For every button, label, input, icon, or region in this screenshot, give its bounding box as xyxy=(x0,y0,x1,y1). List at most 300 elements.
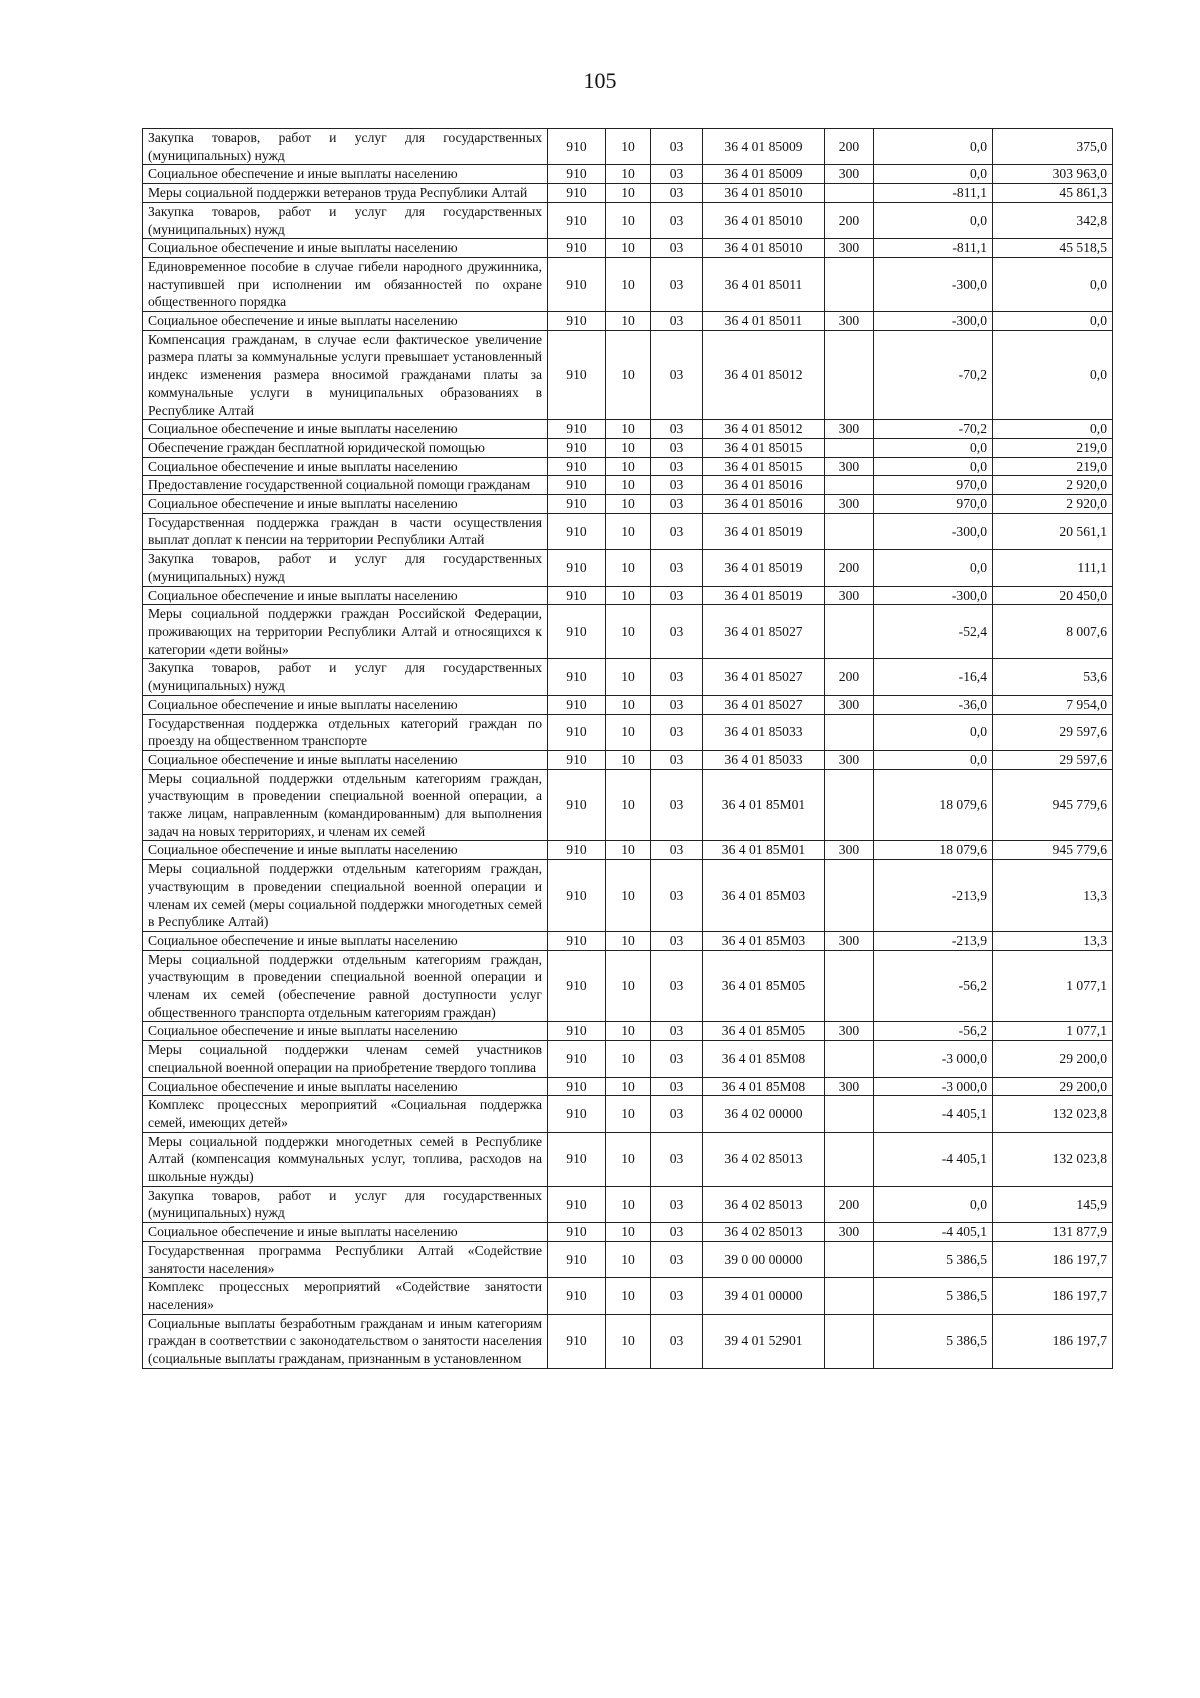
section-code-cell: 10 xyxy=(606,1241,651,1277)
item-name-cell: Компенсация гражданам, в случае если фактическое увеличение размера платы за коммунальные услуги превышает установленный индекс изменения размера вносимой гражданами платы за коммунальные услуги в муниципальных образованиях в Республике Алтай xyxy=(143,330,548,420)
section-code-cell: 10 xyxy=(606,1022,651,1041)
subsection-code-cell: 03 xyxy=(651,438,703,457)
change-amount-cell: -3 000,0 xyxy=(874,1077,993,1096)
target-article-cell: 36 4 01 85019 xyxy=(703,550,825,586)
target-article-cell: 36 4 01 85009 xyxy=(703,165,825,184)
item-name-cell: Государственная поддержка граждан в части осуществления выплат доплат к пенсии на территории Республики Алтай xyxy=(143,513,548,549)
section-code-cell: 10 xyxy=(606,239,651,258)
subsection-code-cell: 03 xyxy=(651,1314,703,1368)
total-amount-cell: 1 077,1 xyxy=(993,1022,1113,1041)
change-amount-cell: -52,4 xyxy=(874,605,993,659)
section-code-cell: 10 xyxy=(606,714,651,750)
change-amount-cell: -811,1 xyxy=(874,239,993,258)
subsection-code-cell: 03 xyxy=(651,330,703,420)
dept-code-cell: 910 xyxy=(548,1186,606,1222)
change-amount-cell: 5 386,5 xyxy=(874,1314,993,1368)
table-row xyxy=(143,476,1113,495)
dept-code-cell: 910 xyxy=(548,586,606,605)
dept-code-cell: 910 xyxy=(548,476,606,495)
dept-code-cell: 910 xyxy=(548,257,606,311)
expense-type-cell xyxy=(825,330,874,420)
dept-code-cell: 910 xyxy=(548,438,606,457)
section-code-cell: 10 xyxy=(606,129,651,165)
subsection-code-cell: 03 xyxy=(651,1223,703,1242)
table-row xyxy=(143,1314,1113,1368)
dept-code-cell: 910 xyxy=(548,931,606,950)
target-article-cell: 39 4 01 00000 xyxy=(703,1278,825,1314)
target-article-cell: 39 0 00 00000 xyxy=(703,1241,825,1277)
target-article-cell: 36 4 01 85М05 xyxy=(703,950,825,1022)
dept-code-cell: 910 xyxy=(548,1041,606,1077)
item-name-cell: Социальное обеспечение и иные выплаты населению xyxy=(143,1223,548,1242)
table-row xyxy=(143,420,1113,439)
total-amount-cell: 186 197,7 xyxy=(993,1314,1113,1368)
table-row xyxy=(143,239,1113,258)
table-row xyxy=(143,605,1113,659)
subsection-code-cell: 03 xyxy=(651,457,703,476)
target-article-cell: 36 4 01 85М01 xyxy=(703,841,825,860)
target-article-cell: 36 4 01 85015 xyxy=(703,457,825,476)
subsection-code-cell: 03 xyxy=(651,769,703,841)
table-row xyxy=(143,1096,1113,1132)
section-code-cell: 10 xyxy=(606,513,651,549)
item-name-cell: Закупка товаров, работ и услуг для государственных (муниципальных) нужд xyxy=(143,1186,548,1222)
total-amount-cell: 1 077,1 xyxy=(993,950,1113,1022)
change-amount-cell: -213,9 xyxy=(874,931,993,950)
total-amount-cell: 945 779,6 xyxy=(993,841,1113,860)
target-article-cell: 36 4 01 85027 xyxy=(703,659,825,695)
change-amount-cell: -811,1 xyxy=(874,184,993,203)
target-article-cell: 39 4 01 52901 xyxy=(703,1314,825,1368)
dept-code-cell: 910 xyxy=(548,165,606,184)
dept-code-cell: 910 xyxy=(548,1132,606,1186)
expense-type-cell: 300 xyxy=(825,1223,874,1242)
change-amount-cell: -56,2 xyxy=(874,950,993,1022)
page-number: 105 xyxy=(583,68,617,93)
change-amount-cell: -4 405,1 xyxy=(874,1096,993,1132)
dept-code-cell: 910 xyxy=(548,605,606,659)
item-name-cell: Предоставление государственной социальной помощи гражданам xyxy=(143,476,548,495)
expense-type-cell: 300 xyxy=(825,586,874,605)
total-amount-cell: 45 861,3 xyxy=(993,184,1113,203)
change-amount-cell: 0,0 xyxy=(874,438,993,457)
change-amount-cell: -300,0 xyxy=(874,312,993,331)
section-code-cell: 10 xyxy=(606,202,651,238)
change-amount-cell: -70,2 xyxy=(874,420,993,439)
change-amount-cell: -16,4 xyxy=(874,659,993,695)
table-row xyxy=(143,931,1113,950)
target-article-cell: 36 4 01 85033 xyxy=(703,750,825,769)
dept-code-cell: 910 xyxy=(548,841,606,860)
table-row xyxy=(143,457,1113,476)
total-amount-cell: 303 963,0 xyxy=(993,165,1113,184)
change-amount-cell: 0,0 xyxy=(874,550,993,586)
table-row xyxy=(143,495,1113,514)
target-article-cell: 36 4 01 85М03 xyxy=(703,931,825,950)
change-amount-cell: 0,0 xyxy=(874,457,993,476)
total-amount-cell: 8 007,6 xyxy=(993,605,1113,659)
item-name-cell: Меры социальной поддержки многодетных семей в Республике Алтай (компенсация коммунальных услуг, топлива, расходов на школьные нужды) xyxy=(143,1132,548,1186)
item-name-cell: Социальные выплаты безработным гражданам и иным категориям граждан в соответствии с законодательством о занятости населения (социальные выплаты гражданам, признанным в установленном xyxy=(143,1314,548,1368)
expense-type-cell xyxy=(825,605,874,659)
expense-type-cell: 300 xyxy=(825,1022,874,1041)
section-code-cell: 10 xyxy=(606,586,651,605)
section-code-cell: 10 xyxy=(606,769,651,841)
expense-type-cell xyxy=(825,1278,874,1314)
expense-type-cell xyxy=(825,714,874,750)
expense-type-cell xyxy=(825,1241,874,1277)
subsection-code-cell: 03 xyxy=(651,513,703,549)
expense-type-cell: 300 xyxy=(825,239,874,258)
subsection-code-cell: 03 xyxy=(651,586,703,605)
item-name-cell: Меры социальной поддержки отдельным категориям граждан, участвующим в проведении специальной военной операции, а также лицам, направленным (командированным) для выполнения задач на новых территориях, и членам их семей xyxy=(143,769,548,841)
item-name-cell: Социальное обеспечение и иные выплаты населению xyxy=(143,931,548,950)
item-name-cell: Социальное обеспечение и иные выплаты населению xyxy=(143,312,548,331)
section-code-cell: 10 xyxy=(606,1223,651,1242)
change-amount-cell: 0,0 xyxy=(874,129,993,165)
expense-type-cell xyxy=(825,184,874,203)
expense-type-cell: 300 xyxy=(825,1077,874,1096)
total-amount-cell: 13,3 xyxy=(993,931,1113,950)
section-code-cell: 10 xyxy=(606,1096,651,1132)
table-row xyxy=(143,550,1113,586)
item-name-cell: Меры социальной поддержки отдельным категориям граждан, участвующим в проведении специальной военной операции и членам их семей (обеспечение равной доступности услуг общественного транспорта отдельным категориям граждан) xyxy=(143,950,548,1022)
subsection-code-cell: 03 xyxy=(651,950,703,1022)
target-article-cell: 36 4 01 85М03 xyxy=(703,860,825,932)
subsection-code-cell: 03 xyxy=(651,1186,703,1222)
expense-type-cell xyxy=(825,950,874,1022)
change-amount-cell: 0,0 xyxy=(874,165,993,184)
change-amount-cell: -300,0 xyxy=(874,257,993,311)
target-article-cell: 36 4 01 85011 xyxy=(703,257,825,311)
subsection-code-cell: 03 xyxy=(651,1041,703,1077)
expense-type-cell xyxy=(825,476,874,495)
table-row xyxy=(143,1241,1113,1277)
item-name-cell: Единовременное пособие в случае гибели народного дружинника, наступившей при исполнении им обязанностей по охране общественного порядка xyxy=(143,257,548,311)
total-amount-cell: 20 450,0 xyxy=(993,586,1113,605)
total-amount-cell: 375,0 xyxy=(993,129,1113,165)
expense-type-cell: 300 xyxy=(825,165,874,184)
total-amount-cell: 2 920,0 xyxy=(993,495,1113,514)
target-article-cell: 36 4 01 85009 xyxy=(703,129,825,165)
subsection-code-cell: 03 xyxy=(651,165,703,184)
budget-table xyxy=(142,128,1113,1369)
total-amount-cell: 0,0 xyxy=(993,330,1113,420)
section-code-cell: 10 xyxy=(606,605,651,659)
item-name-cell: Обеспечение граждан бесплатной юридической помощью xyxy=(143,438,548,457)
subsection-code-cell: 03 xyxy=(651,714,703,750)
dept-code-cell: 910 xyxy=(548,202,606,238)
target-article-cell: 36 4 01 85027 xyxy=(703,695,825,714)
table-row xyxy=(143,769,1113,841)
total-amount-cell: 186 197,7 xyxy=(993,1278,1113,1314)
section-code-cell: 10 xyxy=(606,750,651,769)
change-amount-cell: -4 405,1 xyxy=(874,1132,993,1186)
item-name-cell: Комплекс процессных мероприятий «Содействие занятости населения» xyxy=(143,1278,548,1314)
target-article-cell: 36 4 01 85027 xyxy=(703,605,825,659)
expense-type-cell xyxy=(825,438,874,457)
subsection-code-cell: 03 xyxy=(651,1132,703,1186)
change-amount-cell: -213,9 xyxy=(874,860,993,932)
expense-type-cell: 200 xyxy=(825,202,874,238)
dept-code-cell: 910 xyxy=(548,1077,606,1096)
change-amount-cell: 0,0 xyxy=(874,1186,993,1222)
expense-type-cell xyxy=(825,769,874,841)
dept-code-cell: 910 xyxy=(548,1314,606,1368)
total-amount-cell: 111,1 xyxy=(993,550,1113,586)
section-code-cell: 10 xyxy=(606,1132,651,1186)
total-amount-cell: 342,8 xyxy=(993,202,1113,238)
total-amount-cell: 53,6 xyxy=(993,659,1113,695)
dept-code-cell: 910 xyxy=(548,129,606,165)
target-article-cell: 36 4 01 85М01 xyxy=(703,769,825,841)
table-row xyxy=(143,750,1113,769)
change-amount-cell: 970,0 xyxy=(874,495,993,514)
item-name-cell: Социальное обеспечение и иные выплаты населению xyxy=(143,239,548,258)
table-row xyxy=(143,714,1113,750)
subsection-code-cell: 03 xyxy=(651,695,703,714)
expense-type-cell: 300 xyxy=(825,931,874,950)
dept-code-cell: 910 xyxy=(548,1022,606,1041)
expense-type-cell xyxy=(825,1314,874,1368)
subsection-code-cell: 03 xyxy=(651,605,703,659)
subsection-code-cell: 03 xyxy=(651,202,703,238)
table-row xyxy=(143,312,1113,331)
subsection-code-cell: 03 xyxy=(651,239,703,258)
subsection-code-cell: 03 xyxy=(651,257,703,311)
subsection-code-cell: 03 xyxy=(651,184,703,203)
target-article-cell: 36 4 01 85011 xyxy=(703,312,825,331)
change-amount-cell: 970,0 xyxy=(874,476,993,495)
change-amount-cell: -70,2 xyxy=(874,330,993,420)
change-amount-cell: 0,0 xyxy=(874,202,993,238)
table-row xyxy=(143,841,1113,860)
item-name-cell: Социальное обеспечение и иные выплаты населению xyxy=(143,1022,548,1041)
expense-type-cell xyxy=(825,513,874,549)
table-row xyxy=(143,1278,1113,1314)
expense-type-cell: 300 xyxy=(825,495,874,514)
dept-code-cell: 910 xyxy=(548,1241,606,1277)
table-row xyxy=(143,1223,1113,1242)
item-name-cell: Закупка товаров, работ и услуг для государственных (муниципальных) нужд xyxy=(143,129,548,165)
table-row xyxy=(143,950,1113,1022)
table-row xyxy=(143,257,1113,311)
change-amount-cell: 0,0 xyxy=(874,714,993,750)
table-row xyxy=(143,202,1113,238)
target-article-cell: 36 4 01 85010 xyxy=(703,202,825,238)
dept-code-cell: 910 xyxy=(548,420,606,439)
subsection-code-cell: 03 xyxy=(651,931,703,950)
subsection-code-cell: 03 xyxy=(651,495,703,514)
table-row xyxy=(143,184,1113,203)
subsection-code-cell: 03 xyxy=(651,1096,703,1132)
target-article-cell: 36 4 02 85013 xyxy=(703,1223,825,1242)
change-amount-cell: -4 405,1 xyxy=(874,1223,993,1242)
target-article-cell: 36 4 01 85012 xyxy=(703,420,825,439)
total-amount-cell: 29 597,6 xyxy=(993,750,1113,769)
expense-type-cell xyxy=(825,860,874,932)
dept-code-cell: 910 xyxy=(548,1278,606,1314)
change-amount-cell: 5 386,5 xyxy=(874,1278,993,1314)
expense-type-cell xyxy=(825,257,874,311)
dept-code-cell: 910 xyxy=(548,330,606,420)
target-article-cell: 36 4 02 85013 xyxy=(703,1132,825,1186)
total-amount-cell: 20 561,1 xyxy=(993,513,1113,549)
target-article-cell: 36 4 01 85019 xyxy=(703,586,825,605)
target-article-cell: 36 4 01 85015 xyxy=(703,438,825,457)
table-row xyxy=(143,586,1113,605)
expense-type-cell: 300 xyxy=(825,312,874,331)
table-row xyxy=(143,695,1113,714)
table-row xyxy=(143,129,1113,165)
change-amount-cell: -300,0 xyxy=(874,513,993,549)
dept-code-cell: 910 xyxy=(548,950,606,1022)
subsection-code-cell: 03 xyxy=(651,1022,703,1041)
dept-code-cell: 910 xyxy=(548,513,606,549)
section-code-cell: 10 xyxy=(606,860,651,932)
target-article-cell: 36 4 01 85019 xyxy=(703,513,825,549)
item-name-cell: Закупка товаров, работ и услуг для государственных (муниципальных) нужд xyxy=(143,659,548,695)
expense-type-cell xyxy=(825,1096,874,1132)
target-article-cell: 36 4 01 85М08 xyxy=(703,1077,825,1096)
item-name-cell: Социальное обеспечение и иные выплаты населению xyxy=(143,750,548,769)
dept-code-cell: 910 xyxy=(548,239,606,258)
item-name-cell: Социальное обеспечение и иные выплаты населению xyxy=(143,841,548,860)
section-code-cell: 10 xyxy=(606,495,651,514)
dept-code-cell: 910 xyxy=(548,1096,606,1132)
subsection-code-cell: 03 xyxy=(651,129,703,165)
total-amount-cell: 132 023,8 xyxy=(993,1132,1113,1186)
item-name-cell: Государственная программа Республики Алтай «Содействие занятости населения» xyxy=(143,1241,548,1277)
item-name-cell: Меры социальной поддержки членам семей участников специальной военной операции на приобретение твердого топлива xyxy=(143,1041,548,1077)
table-row xyxy=(143,1041,1113,1077)
expense-type-cell xyxy=(825,1132,874,1186)
item-name-cell: Меры социальной поддержки ветеранов труда Республики Алтай xyxy=(143,184,548,203)
dept-code-cell: 910 xyxy=(548,184,606,203)
section-code-cell: 10 xyxy=(606,659,651,695)
expense-type-cell: 300 xyxy=(825,750,874,769)
subsection-code-cell: 03 xyxy=(651,860,703,932)
target-article-cell: 36 4 01 85010 xyxy=(703,239,825,258)
expense-type-cell: 300 xyxy=(825,841,874,860)
item-name-cell: Социальное обеспечение и иные выплаты населению xyxy=(143,457,548,476)
expense-type-cell: 200 xyxy=(825,659,874,695)
dept-code-cell: 910 xyxy=(548,312,606,331)
subsection-code-cell: 03 xyxy=(651,659,703,695)
total-amount-cell: 29 200,0 xyxy=(993,1041,1113,1077)
total-amount-cell: 131 877,9 xyxy=(993,1223,1113,1242)
dept-code-cell: 910 xyxy=(548,495,606,514)
target-article-cell: 36 4 02 00000 xyxy=(703,1096,825,1132)
section-code-cell: 10 xyxy=(606,1041,651,1077)
section-code-cell: 10 xyxy=(606,550,651,586)
change-amount-cell: -36,0 xyxy=(874,695,993,714)
total-amount-cell: 13,3 xyxy=(993,860,1113,932)
total-amount-cell: 2 920,0 xyxy=(993,476,1113,495)
item-name-cell: Социальное обеспечение и иные выплаты населению xyxy=(143,586,548,605)
total-amount-cell: 7 954,0 xyxy=(993,695,1113,714)
section-code-cell: 10 xyxy=(606,1186,651,1222)
subsection-code-cell: 03 xyxy=(651,550,703,586)
section-code-cell: 10 xyxy=(606,257,651,311)
table-row xyxy=(143,438,1113,457)
change-amount-cell: 5 386,5 xyxy=(874,1241,993,1277)
subsection-code-cell: 03 xyxy=(651,1241,703,1277)
total-amount-cell: 945 779,6 xyxy=(993,769,1113,841)
item-name-cell: Закупка товаров, работ и услуг для государственных (муниципальных) нужд xyxy=(143,550,548,586)
table-row xyxy=(143,1077,1113,1096)
total-amount-cell: 0,0 xyxy=(993,257,1113,311)
target-article-cell: 36 4 01 85М05 xyxy=(703,1022,825,1041)
dept-code-cell: 910 xyxy=(548,860,606,932)
total-amount-cell: 45 518,5 xyxy=(993,239,1113,258)
item-name-cell: Социальное обеспечение и иные выплаты населению xyxy=(143,1077,548,1096)
table-row xyxy=(143,860,1113,932)
item-name-cell: Социальное обеспечение и иные выплаты населению xyxy=(143,165,548,184)
item-name-cell: Государственная поддержка отдельных категорий граждан по проезду на общественном транспорте xyxy=(143,714,548,750)
table-row xyxy=(143,659,1113,695)
subsection-code-cell: 03 xyxy=(651,841,703,860)
dept-code-cell: 910 xyxy=(548,769,606,841)
expense-type-cell: 300 xyxy=(825,457,874,476)
total-amount-cell: 219,0 xyxy=(993,438,1113,457)
expense-type-cell: 300 xyxy=(825,420,874,439)
table-row xyxy=(143,1132,1113,1186)
total-amount-cell: 132 023,8 xyxy=(993,1096,1113,1132)
section-code-cell: 10 xyxy=(606,476,651,495)
section-code-cell: 10 xyxy=(606,950,651,1022)
table-body xyxy=(143,129,1113,1369)
subsection-code-cell: 03 xyxy=(651,1077,703,1096)
subsection-code-cell: 03 xyxy=(651,420,703,439)
total-amount-cell: 29 200,0 xyxy=(993,1077,1113,1096)
table-row xyxy=(143,1022,1113,1041)
target-article-cell: 36 4 01 85016 xyxy=(703,495,825,514)
expense-type-cell xyxy=(825,1041,874,1077)
item-name-cell: Закупка товаров, работ и услуг для государственных (муниципальных) нужд xyxy=(143,202,548,238)
target-article-cell: 36 4 01 85016 xyxy=(703,476,825,495)
section-code-cell: 10 xyxy=(606,330,651,420)
item-name-cell: Социальное обеспечение и иные выплаты населению xyxy=(143,695,548,714)
subsection-code-cell: 03 xyxy=(651,312,703,331)
section-code-cell: 10 xyxy=(606,165,651,184)
total-amount-cell: 0,0 xyxy=(993,420,1113,439)
change-amount-cell: -3 000,0 xyxy=(874,1041,993,1077)
section-code-cell: 10 xyxy=(606,438,651,457)
section-code-cell: 10 xyxy=(606,1278,651,1314)
table-row xyxy=(143,330,1113,420)
change-amount-cell: -56,2 xyxy=(874,1022,993,1041)
change-amount-cell: 18 079,6 xyxy=(874,841,993,860)
section-code-cell: 10 xyxy=(606,1077,651,1096)
subsection-code-cell: 03 xyxy=(651,476,703,495)
item-name-cell: Меры социальной поддержки граждан Российской Федерации, проживающих на территории Республики Алтай и относящихся к категории «дети войны» xyxy=(143,605,548,659)
total-amount-cell: 145,9 xyxy=(993,1186,1113,1222)
section-code-cell: 10 xyxy=(606,420,651,439)
total-amount-cell: 186 197,7 xyxy=(993,1241,1113,1277)
total-amount-cell: 29 597,6 xyxy=(993,714,1113,750)
change-amount-cell: 0,0 xyxy=(874,750,993,769)
total-amount-cell: 0,0 xyxy=(993,312,1113,331)
dept-code-cell: 910 xyxy=(548,659,606,695)
change-amount-cell: -300,0 xyxy=(874,586,993,605)
dept-code-cell: 910 xyxy=(548,695,606,714)
section-code-cell: 10 xyxy=(606,184,651,203)
subsection-code-cell: 03 xyxy=(651,1278,703,1314)
dept-code-cell: 910 xyxy=(548,1223,606,1242)
section-code-cell: 10 xyxy=(606,841,651,860)
item-name-cell: Меры социальной поддержки отдельным категориям граждан, участвующим в проведении специальной военной операции и членам их семей (меры социальной поддержки многодетных семей в Республике Алтай) xyxy=(143,860,548,932)
